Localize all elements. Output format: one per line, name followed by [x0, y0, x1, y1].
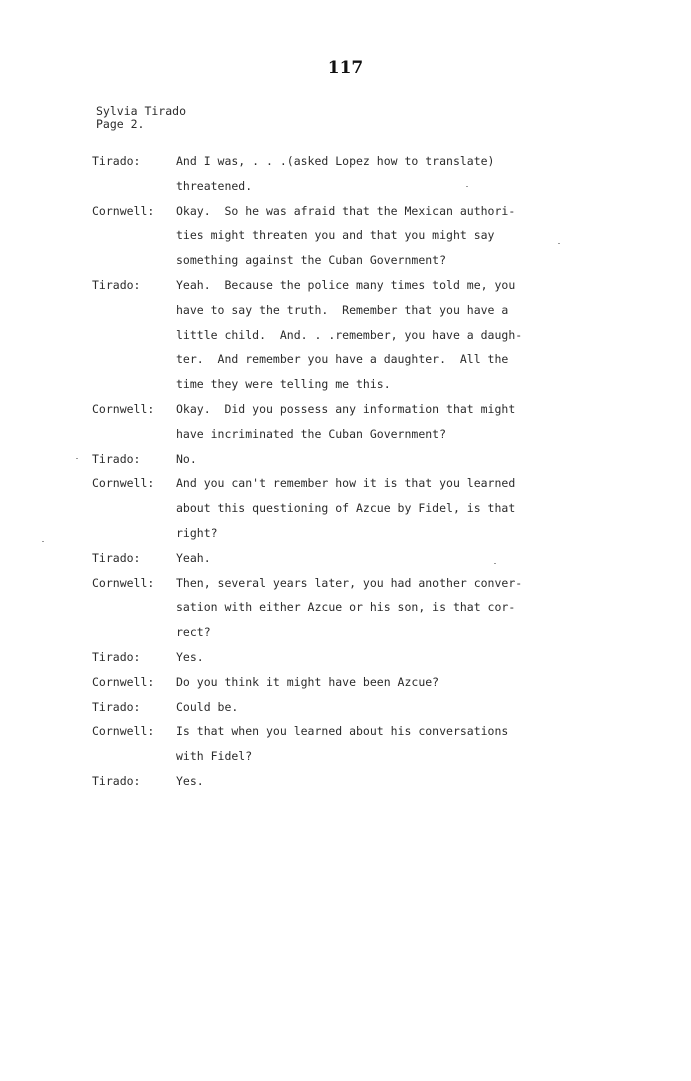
transcript-entry	[92, 471, 562, 545]
utterance-line: about this questioning of Azcue by Fidel, is that	[176, 501, 516, 516]
utterance-line: ter. And remember you have a daughter. All the	[176, 352, 509, 367]
utterance-line: Do you think it might have been Azcue?	[176, 674, 440, 689]
speaker-label: Tirado:	[92, 773, 141, 788]
transcript	[92, 149, 562, 794]
page-number: 117	[327, 58, 364, 78]
utterance-text	[176, 645, 556, 670]
speaker-label: Cornwell:	[92, 476, 155, 491]
transcript-entry	[92, 546, 562, 571]
speaker-label: Cornwell:	[92, 203, 155, 218]
utterance-line: And you can't remember how it is that you learned	[176, 476, 516, 491]
speaker-label: Cornwell:	[92, 674, 155, 689]
scan-speck	[42, 541, 44, 542]
transcript-entry	[92, 695, 562, 720]
utterance-text	[176, 397, 556, 447]
utterance-line: Yes.	[176, 773, 204, 788]
transcript-entry	[92, 273, 562, 397]
utterance-line: Okay. So he was afraid that the Mexican authori-	[176, 203, 516, 218]
utterance-text	[176, 447, 556, 472]
witness-name: Sylvia Tirado	[96, 104, 187, 118]
utterance-line: something against the Cuban Government?	[176, 253, 447, 268]
utterance-text	[176, 546, 556, 571]
transcript-entry	[92, 719, 562, 769]
transcript-entry	[92, 670, 562, 695]
utterance-line: No.	[176, 451, 197, 466]
utterance-text	[176, 695, 556, 720]
transcript-entry	[92, 149, 562, 199]
transcript-entry	[92, 447, 562, 472]
utterance-text	[176, 670, 556, 695]
scan-speck	[76, 458, 78, 459]
utterance-line: Could be.	[176, 699, 239, 714]
utterance-line: Then, several years later, you had another conver-	[176, 575, 523, 590]
speaker-label: Tirado:	[92, 649, 141, 664]
speaker-label: Cornwell:	[92, 724, 155, 739]
utterance-text	[176, 149, 556, 199]
utterance-text	[176, 199, 556, 273]
speaker-label: Cornwell:	[92, 401, 155, 416]
utterance-text	[176, 273, 556, 397]
speaker-label: Tirado:	[92, 154, 141, 168]
scan-speck	[466, 186, 468, 187]
utterance-line: have to say the truth. Remember that you have a	[176, 302, 509, 317]
transcript-entry	[92, 397, 562, 447]
utterance-line: with Fidel?	[176, 749, 253, 764]
utterance-text	[176, 571, 556, 645]
transcript-entry	[92, 199, 562, 273]
scan-speck	[494, 563, 496, 564]
utterance-line: time they were telling me this.	[176, 377, 391, 392]
utterance-line: ties might threaten you and that you might say	[176, 228, 495, 243]
utterance-text	[176, 471, 556, 545]
speaker-label: Tirado:	[92, 277, 141, 292]
page-label: Page 2.	[96, 117, 145, 131]
speaker-label: Tirado:	[92, 550, 141, 565]
utterance-line: sation with either Azcue or his son, is that cor-	[176, 600, 516, 615]
transcript-entry	[92, 645, 562, 670]
utterance-text	[176, 719, 556, 769]
utterance-text	[176, 769, 556, 794]
utterance-line: threatened.	[176, 178, 253, 193]
utterance-line: Yeah.	[176, 550, 211, 565]
speaker-label: Tirado:	[92, 699, 141, 714]
utterance-line: Okay. Did you possess any information that might	[176, 401, 516, 416]
transcript-entry	[92, 769, 562, 794]
utterance-line: Yeah. Because the police many times told me, you	[176, 277, 516, 292]
speaker-label: Tirado:	[92, 451, 141, 466]
utterance-line: little child. And. . .remember, you have a daugh-	[176, 327, 523, 342]
utterance-line: rect?	[176, 625, 211, 640]
speaker-label: Cornwell:	[92, 575, 155, 590]
document-header	[96, 105, 186, 131]
utterance-line: right?	[176, 525, 218, 540]
utterance-line: Yes.	[176, 649, 204, 664]
transcript-entry	[92, 571, 562, 645]
utterance-line: And I was, . . .(asked Lopez how to translate)	[176, 154, 495, 168]
utterance-line: have incriminated the Cuban Government?	[176, 426, 447, 441]
utterance-line: Is that when you learned about his conversations	[176, 724, 509, 739]
scan-speck	[558, 243, 560, 244]
